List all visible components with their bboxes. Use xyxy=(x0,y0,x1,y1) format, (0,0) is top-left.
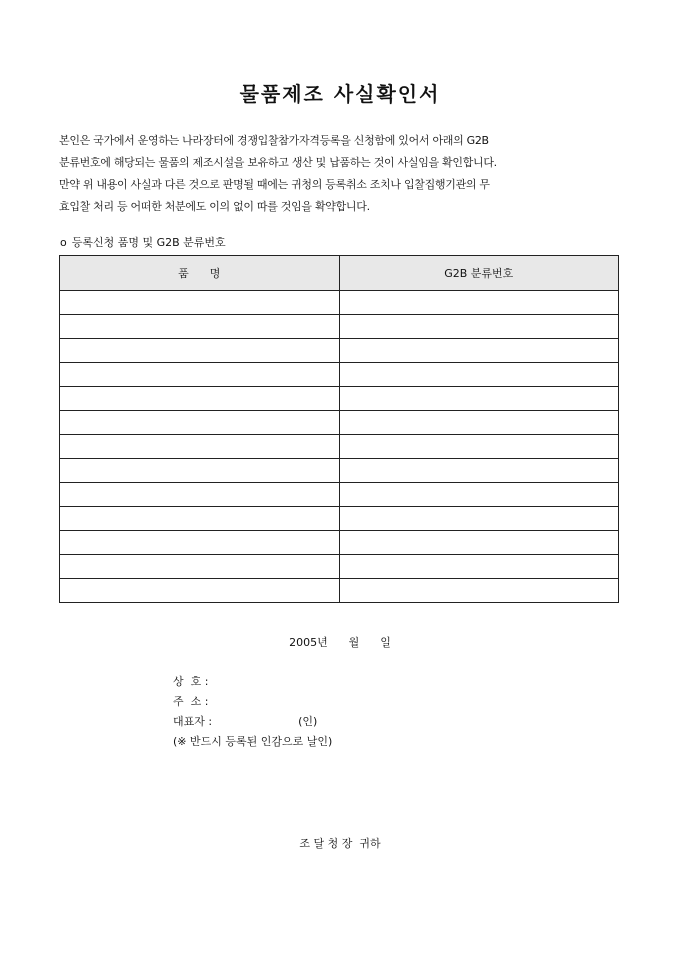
item-name-cell[interactable] xyxy=(60,363,340,387)
g2b-code-cell[interactable] xyxy=(339,483,619,507)
g2b-code-cell[interactable] xyxy=(339,315,619,339)
header-item-name: 품 명 xyxy=(60,256,340,291)
company-label: 상 호 : xyxy=(173,675,209,688)
addressee: 조 달 청 장 귀하 xyxy=(299,837,381,850)
table-row xyxy=(60,291,619,315)
table-row xyxy=(60,315,619,339)
item-name-cell[interactable] xyxy=(60,291,340,315)
intro-line: 본인은 국가에서 운영하는 나라장터에 경쟁입찰참가자격등록을 신청함에 있어서 아래의 G2B xyxy=(59,134,489,147)
item-name-cell[interactable] xyxy=(60,387,340,411)
g2b-code-cell[interactable] xyxy=(339,435,619,459)
date-line: 2005년 월 일 xyxy=(289,636,391,649)
bullet-icon: o xyxy=(60,236,67,249)
table-body xyxy=(60,291,619,603)
item-name-cell[interactable] xyxy=(60,435,340,459)
item-name-cell[interactable] xyxy=(60,315,340,339)
seal-note: (※ 반드시 등록된 인감으로 날인) xyxy=(173,735,333,748)
item-name-cell[interactable] xyxy=(60,579,340,603)
table-row xyxy=(60,483,619,507)
item-name-cell[interactable] xyxy=(60,411,340,435)
table-row xyxy=(60,507,619,531)
header-g2b-code: G2B 분류번호 xyxy=(339,256,619,291)
intro-line: 분류번호에 해당되는 물품의 제조시설을 보유하고 생산 및 납품하는 것이 사실임을 확인합니다. xyxy=(59,156,497,169)
page-title: 물품제조 사실확인서 xyxy=(239,82,441,106)
section-label-text: 등록신청 품명 및 G2B 분류번호 xyxy=(71,236,226,249)
section-label xyxy=(60,234,226,250)
g2b-code-cell[interactable] xyxy=(339,555,619,579)
table-row xyxy=(60,387,619,411)
table-row xyxy=(60,339,619,363)
intro-line: 만약 위 내용이 사실과 다른 것으로 판명될 때에는 귀청의 등록취소 조치나 입찰집행기관의 무 xyxy=(59,178,490,191)
table-row xyxy=(60,435,619,459)
g2b-code-cell[interactable] xyxy=(339,363,619,387)
table-header-row xyxy=(60,256,619,291)
item-name-cell[interactable] xyxy=(60,555,340,579)
g2b-code-cell[interactable] xyxy=(339,411,619,435)
g2b-code-cell[interactable] xyxy=(339,579,619,603)
items-table xyxy=(59,255,619,603)
item-name-cell[interactable] xyxy=(60,339,340,363)
seal-mark: (인) xyxy=(298,715,318,728)
item-name-cell[interactable] xyxy=(60,531,340,555)
item-name-cell[interactable] xyxy=(60,483,340,507)
g2b-code-cell[interactable] xyxy=(339,387,619,411)
g2b-code-cell[interactable] xyxy=(339,531,619,555)
applicant-info xyxy=(173,672,332,752)
table-row xyxy=(60,363,619,387)
g2b-code-cell[interactable] xyxy=(339,459,619,483)
intro-paragraph xyxy=(59,130,625,218)
item-name-cell[interactable] xyxy=(60,507,340,531)
g2b-code-cell[interactable] xyxy=(339,339,619,363)
table-row xyxy=(60,555,619,579)
intro-line: 효입찰 처리 등 어떠한 처분에도 이의 없이 따를 것임을 확약합니다. xyxy=(59,200,370,213)
table-row xyxy=(60,579,619,603)
table-row xyxy=(60,531,619,555)
table-row xyxy=(60,411,619,435)
representative-line xyxy=(173,712,332,732)
representative-label: 대표자 : xyxy=(173,715,213,728)
g2b-code-cell[interactable] xyxy=(339,291,619,315)
item-name-cell[interactable] xyxy=(60,459,340,483)
table-row xyxy=(60,459,619,483)
address-label: 주 소 : xyxy=(173,695,209,708)
g2b-code-cell[interactable] xyxy=(339,507,619,531)
